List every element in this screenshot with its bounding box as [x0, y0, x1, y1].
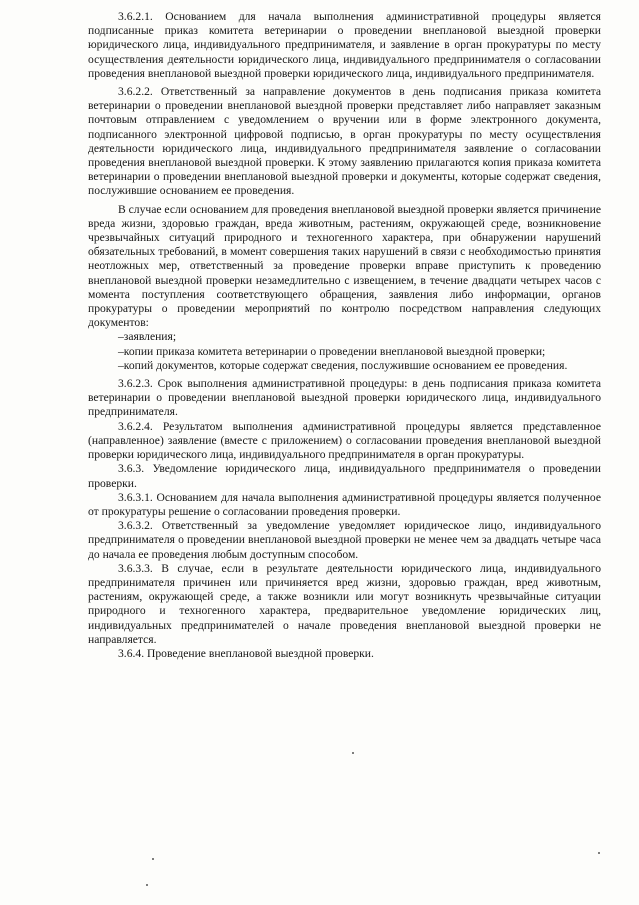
list-item-document-copies: –копий документов, которые содержат сведения, послужившие основанием ее проведения. — [118, 358, 568, 372]
list-item-order-copy: –копии приказа комитета ветеринарии о проведении внеплановой выездной проверки; — [118, 344, 546, 358]
paragraph-emergency-case: В случае если основанием для проведения внеплановой выездной проверки является причинение вреда жизни, здоровью граждан, вреда животным, растениям, окружающей среде, возникновение чрезвычайных ситуаций природного и техногенного характера, при обнаружении нарушений обязательных требований, в момент совершения таких нарушений в связи с необходимостью принятия неотложных мер, ответственный за проведение проверки вправе приступить к проведению внеплановой выездной проверки незамедлительно с извещением, в течение двадцати четырех часов с момента поступления соответствующего обращения, заявления либо информации, органов прокуратуры о проведении мероприятий по контролю посредством направления следующих документов: — [88, 202, 601, 330]
paragraph-3-6-3-3: 3.6.3.3. В случае, если в результате деятельности юридического лица, индивидуального предпринимателя причинен или причиняется вред жизни, здоровью граждан, вред животным, растениям, окружающей среде, а также возникли или могут возникнуть чрезвычайные ситуации природного и техногенного характера, предварительное уведомление юридических лиц, индивидуальных предпринимателей о начале проведения внеплановой выездной проверки не направляется. — [88, 561, 601, 646]
paragraph-3-6-2-2: 3.6.2.2. Ответственный за направление документов в день подписания приказа комитета ветеринарии о проведении внеплановой выездной проверки представляет либо направляет заказным почтовым отправлением с уведомлением о вручении или в форме электронного документа, подписанного электронной цифровой подписью, в орган прокуратуры по месту осуществления деятельности юридического лица, индивидуального предпринимателя заявление о согласовании проведения внеплановой выездной проверки. К этому заявлению прилагаются копия приказа комитета ветеринарии о проведении внеплановой выездной проверки и документы, которые содержат сведения, послужившие основанием ее проведения. — [88, 85, 601, 198]
paragraph-3-6-2-1: 3.6.2.1. Основанием для начала выполнения административной процедуры является подписанные приказ комитета ветеринарии о проведении внеплановой выездной проверки юридического лица, индивидуального предпринимателя, и заявление в орган прокуратуры по месту осуществления деятельности юридического лица, индивидуального предпринимателя о согласовании проведения внеплановой выездной проверки юридического лица, индивидуального предпринимателя. — [88, 10, 601, 80]
paragraph-3-6-2-3: 3.6.2.3. Срок выполнения административной процедуры: в день подписания приказа комитета ветеринарии о проведении внеплановой выездной проверки юридического лица, индивидуального предпринимателя. — [88, 377, 601, 419]
paragraph-3-6-3: 3.6.3. Уведомление юридического лица, индивидуального предпринимателя о проведении проверки. — [88, 462, 601, 490]
scan-speck — [146, 884, 148, 886]
scan-speck — [352, 752, 354, 754]
paragraph-3-6-2-4: 3.6.2.4. Результатом выполнения административной процедуры является представленное (направленное) заявление (вместе с приложением) о согласовании проведения внеплановой выездной проверки юридического лица, индивидуального предпринимателя в орган прокуратуры. — [88, 419, 601, 462]
paragraph-3-6-3-2: 3.6.3.2. Ответственный за уведомление уведомляет юридическое лицо, индивидуального предпринимателя о проведении внеплановой выездной проверки не менее чем за двадцать четыре часа до начала ее проведения любым доступным способом. — [88, 519, 601, 561]
paragraph-3-6-4: 3.6.4. Проведение внеплановой выездной проверки. — [118, 646, 374, 660]
scan-speck — [598, 852, 600, 854]
list-item-statement: –заявления; — [118, 330, 177, 344]
paragraph-3-6-3-1: 3.6.3.1. Основанием для начала выполнения административной процедуры является полученное от прокуратуры решение о согласовании проведения проверки. — [88, 490, 601, 518]
scan-speck — [152, 858, 154, 860]
